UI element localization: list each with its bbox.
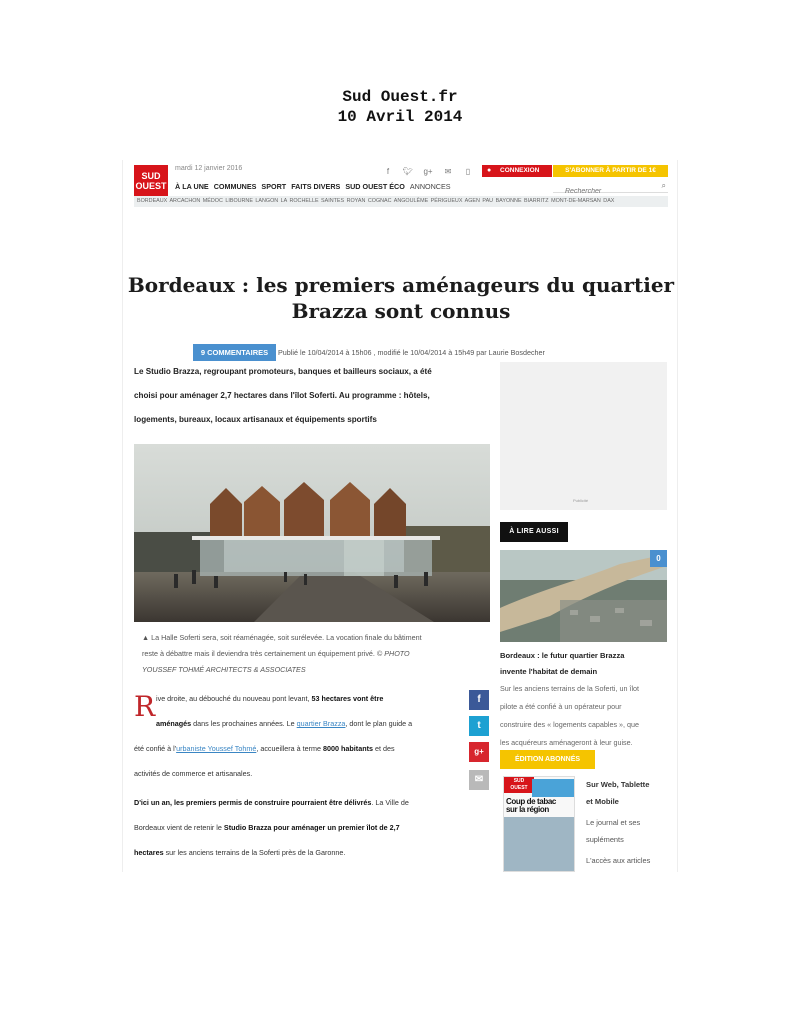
mail-icon[interactable]: ✉ [444, 167, 452, 176]
subscribe-button[interactable]: S'ABONNER À PARTIR DE 1€ [553, 165, 668, 177]
bold-span: aménagés [156, 719, 192, 728]
headline-line-1: Bordeaux : les premiers aménageurs du quartier [127, 273, 675, 297]
bold-span: D'ici un an, les premiers permis de construire pourraient être délivrés [134, 798, 372, 807]
cities-bar[interactable]: BORDEAUX ARCACHON MÉDOC LIBOURNE LANGON LA ROCHELLE SAINTES ROYAN COGNAC ANGOULÊME PÉRIGUEUX AGEN PAU BAYONNE BIARRITZ MONT-DE-MARSAN DAX [134, 196, 668, 207]
nav-item-sud-ouest-eco[interactable]: SUD OUEST ÉCO [345, 182, 405, 191]
article-lead [134, 360, 490, 432]
bold-span: 8000 habitants [323, 744, 373, 753]
hero-image-halle-soferti[interactable] [134, 444, 490, 622]
text-span: été confié à l' [134, 744, 177, 753]
user-icon: ● [487, 167, 492, 174]
drop-cap: R [134, 690, 156, 723]
cover-mast-line: SUD [513, 778, 525, 784]
lead-line: choisi pour aménager 2,7 hectares dans l'îlot Soferti. Au programme : hôtels, [134, 391, 430, 400]
photo-credit-agency: YOUSSEF TOHMÉ ARCHITECTS & ASSOCIATES [142, 665, 306, 674]
text-span: . La Ville de [371, 798, 409, 807]
nav-item-faits-divers[interactable]: FAITS DIVERS [291, 182, 341, 191]
nav-item-a-la-une[interactable]: À LA UNE [175, 182, 209, 191]
nav-item-communes[interactable]: COMMUNES [213, 182, 257, 191]
lead-line: Le Studio Brazza, regroupant promoteurs, banques et bailleurs sociaux, a été [134, 367, 432, 376]
scan-caption-source: Sud Ouest.fr [342, 88, 458, 106]
ad-label: Publicité [573, 498, 589, 503]
logo-line-2: OUEST [135, 181, 167, 191]
edition-feature-line: Le journal et ses [586, 818, 641, 827]
text-span: dans les prochaines années. Le [193, 719, 295, 728]
summary-line: construire des « logements capables », que [500, 720, 640, 729]
text-span: , accueillera à terme [256, 744, 322, 753]
related-title-line: invente l'habitat de demain [500, 667, 598, 676]
comments-button[interactable]: 9 COMMENTAIRES [193, 344, 276, 361]
article-paragraph-1 [134, 686, 464, 786]
nav-item-sport[interactable]: SPORT [261, 182, 287, 191]
share-twitter-icon[interactable]: t [469, 716, 489, 736]
lead-line: logements, bureaux, locaux artisanaux et équipements sportifs [134, 415, 377, 424]
aerial-photo [500, 550, 667, 642]
text-span: ive droite, au débouché du nouveau pont levant, [156, 694, 310, 703]
login-button[interactable] [482, 165, 552, 177]
main-nav [175, 182, 451, 191]
caption-text-2: reste à débattre mais il deviendra très certainement un équipement privé. [142, 649, 375, 658]
edition-title [586, 776, 671, 810]
edition-abonnes-label[interactable]: ÉDITION ABONNÉS [500, 750, 595, 769]
header-date: mardi 12 janvier 2016 [175, 165, 243, 172]
article-meta: Publié le 10/04/2014 à 15h06 , modifié le 10/04/2014 à 15h49 par Laurie Bosdecher [278, 348, 545, 357]
text-span: sur les anciens terrains de la Soferti près de la Garonne. [165, 848, 346, 857]
advertisement-slot[interactable] [500, 362, 667, 510]
edition-feature-line: supléments [586, 835, 624, 844]
article-paragraph-2 [134, 790, 474, 865]
share-mail-icon[interactable]: ✉ [469, 770, 489, 790]
search-box [553, 180, 668, 193]
related-article-image[interactable] [500, 550, 667, 642]
cover-photo [504, 817, 575, 872]
logo-line-1: SUD [141, 171, 161, 181]
photo-credit: © PHOTO [376, 649, 410, 658]
summary-line: les acquéreurs aménageront à leur guise. [500, 738, 633, 747]
summary-line: pilote a été confié à un opérateur pour [500, 702, 622, 711]
link-quartier-brazza[interactable]: quartier Brazza [296, 719, 346, 728]
headline-line-2: Brazza sont connus [291, 299, 511, 323]
cover-mast-line: OUEST [510, 785, 528, 791]
related-article-summary [500, 680, 670, 752]
cover-headline-line: sur la région [506, 805, 549, 814]
login-label: CONNEXION [500, 167, 540, 174]
site-header [123, 160, 678, 210]
scan-caption-date: 10 Avril 2014 [337, 108, 463, 126]
edition-title-line: et Mobile [586, 797, 619, 806]
cover-headline [506, 798, 574, 814]
article-headline [123, 272, 678, 324]
social-links [378, 167, 478, 176]
link-urbaniste[interactable]: urbaniste Youssef Tohmé [176, 744, 257, 753]
related-title-line: Bordeaux : le futur quartier Brazza [500, 651, 625, 660]
text-span: , dont le plan guide a [345, 719, 413, 728]
halle-rendering [134, 444, 490, 622]
search-icon[interactable]: ⌕ [661, 181, 666, 190]
article-page [122, 160, 678, 872]
caption-marker-icon: ▲ [142, 633, 152, 642]
lire-aussi-label: À LIRE AUSSI [500, 522, 568, 542]
bold-span: 53 hectares vont être [311, 694, 384, 703]
related-article-title[interactable] [500, 648, 670, 680]
related-comment-badge[interactable]: 0 [650, 550, 667, 567]
bold-span: Studio Brazza pour aménager un premier îlot de 2,7 [223, 823, 400, 832]
cover-masthead [504, 777, 534, 793]
sud-ouest-logo[interactable] [134, 165, 168, 197]
text-span: Bordeaux vient de retenir le [134, 823, 222, 832]
newspaper-cover[interactable] [503, 776, 575, 872]
nav-item-annonces[interactable]: ANNONCES [409, 182, 451, 191]
photo-caption [142, 630, 487, 678]
edition-feature-line: L'accès aux articles [586, 856, 651, 865]
googleplus-icon[interactable]: g+ [423, 167, 433, 176]
share-googleplus-icon[interactable]: g+ [469, 742, 489, 762]
share-facebook-icon[interactable]: f [469, 690, 489, 710]
cover-headline-line: Coup de tabac [506, 797, 556, 806]
cover-teaser-image [532, 779, 574, 797]
edition-title-line: Sur Web, Tablette [586, 780, 650, 789]
text-span: et des [374, 744, 395, 753]
mobile-icon[interactable]: ▯ [465, 167, 471, 176]
twitter-icon[interactable]: 🐦︎ [402, 167, 414, 176]
facebook-icon[interactable]: f [386, 167, 390, 176]
text-span: activités de commerce et artisanales. [134, 769, 253, 778]
caption-text-1: La Halle Soferti sera, soit réaménagée, soit surélevée. La vocation finale du bâtiment [151, 633, 422, 642]
bold-span: hectares [134, 848, 164, 857]
summary-line: Sur les anciens terrains de la Soferti, un îlot [500, 684, 640, 693]
